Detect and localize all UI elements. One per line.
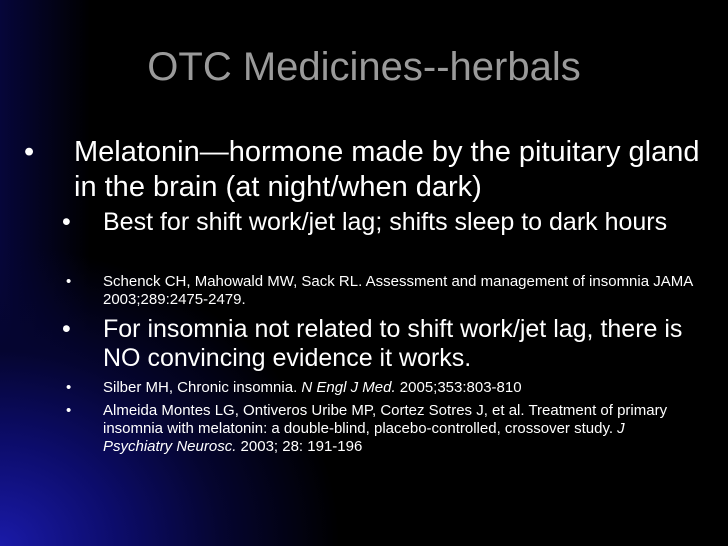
bullet-text: Best for shift work/jet lag; shifts sleep to dark hours: [103, 208, 668, 236]
reference-authors: Almeida Montes LG, Ontiveros Uribe MP, Cortez Sotres J, et al. Treatment of primary insomnia with melatonin: a double-blind, placebo-controlled, crossover study.: [103, 402, 668, 437]
reference-item-silber: [66, 379, 693, 397]
reference-item-schenck: [66, 273, 693, 309]
reference-citation: 2003; 28: 191-196: [236, 438, 363, 455]
bullet-item-shift-work: [62, 208, 723, 237]
reference-citation: 2005;353:803-810: [395, 379, 522, 396]
reference-journal: J Psychiatry Neurosc.: [103, 420, 625, 455]
bullet-icon: •: [66, 273, 72, 290]
reference-item-almeida: [66, 402, 693, 456]
bullet-icon: •: [66, 402, 72, 419]
reference-text: Schenck CH, Mahowald MW, Sack RL. Assessment and management of insomnia JAMA 2003;289:2475-2479.: [103, 273, 693, 308]
bullet-item-no-evidence: [62, 315, 723, 373]
slide-title: OTC Medicines--herbals: [147, 45, 581, 89]
bullet-item-melatonin: [24, 135, 724, 205]
reference-journal: N Engl J Med.: [301, 379, 396, 396]
bullet-icon: •: [62, 315, 71, 343]
reference-text: [103, 402, 693, 456]
bullet-icon: •: [62, 208, 71, 236]
bullet-icon: •: [24, 136, 35, 168]
bullet-text: Melatonin—hormone made by the pituitary gland in the brain (at night/when dark): [74, 136, 700, 203]
reference-authors: Silber MH, Chronic insomnia.: [103, 379, 302, 396]
bullet-text: For insomnia not related to shift work/jet lag, there is NO convincing evidence it works.: [103, 315, 683, 372]
reference-text: [103, 379, 693, 397]
bullet-icon: •: [66, 379, 72, 396]
